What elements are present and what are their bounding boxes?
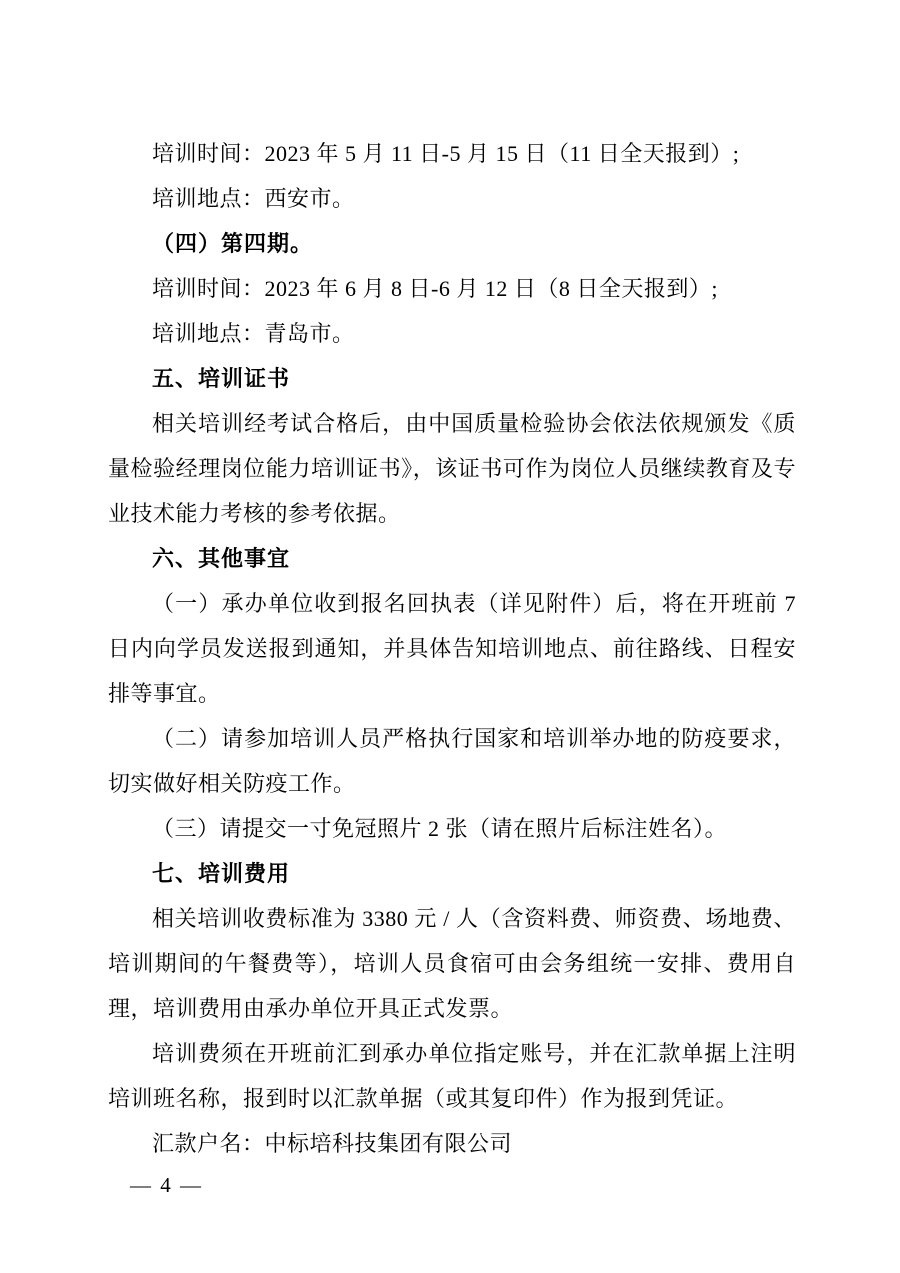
- document-body: [108, 131, 796, 1166]
- paragraph-training-location-session4: 培训地点：青岛市。: [152, 321, 355, 346]
- paragraph-other-matters-item3: （三）请提交一寸免冠照片 2 张（请在照片后标注姓名）。: [152, 816, 728, 841]
- subheading-session-4: （四）第四期。: [152, 231, 314, 256]
- paragraph-training-time-session3: 培训时间：2023 年 5 月 11 日-5 月 15 日（11 日全天报到）;: [152, 141, 740, 166]
- paragraph-remittance-account-name: 汇款户名：中标培科技集团有限公司: [152, 1131, 513, 1156]
- heading-section5-certificate: 五、培训证书: [152, 366, 291, 391]
- paragraph-fee-standard: 相关培训收费标准为 3380 元 / 人（含资料费、师资费、场地费、培训期间的午餐费等），培训人员食宿可由会务组统一安排、费用自理，培训费用由承办单位开具正式发票。: [108, 906, 796, 1021]
- heading-section6-other-matters: 六、其他事宜: [152, 546, 291, 571]
- paragraph-fee-remittance: 培训费须在开班前汇到承办单位指定账号，并在汇款单据上注明培训班名称，报到时以汇款单据（或其复印件）作为报到凭证。: [108, 1041, 796, 1111]
- heading-section7-training-fee: 七、培训费用: [152, 861, 291, 886]
- paragraph-training-location-session3: 培训地点：西安市。: [152, 186, 355, 211]
- page-number: — 4 —: [130, 1173, 203, 1197]
- paragraph-training-time-session4: 培训时间：2023 年 6 月 8 日-6 月 12 日（8 日全天报到）;: [152, 276, 718, 301]
- paragraph-other-matters-item1: （一）承办单位收到报名回执表（详见附件）后，将在开班前 7 日内向学员发送报到通知，并具体告知培训地点、前往路线、日程安排等事宜。: [108, 591, 796, 706]
- paragraph-other-matters-item2: （二）请参加培训人员严格执行国家和培训举办地的防疫要求，切实做好相关防疫工作。: [108, 726, 796, 796]
- paragraph-certificate-details: 相关培训经考试合格后，由中国质量检验协会依法依规颁发《质量检验经理岗位能力培训证书》，该证书可作为岗位人员继续教育及专业技术能力考核的参考依据。: [108, 411, 796, 526]
